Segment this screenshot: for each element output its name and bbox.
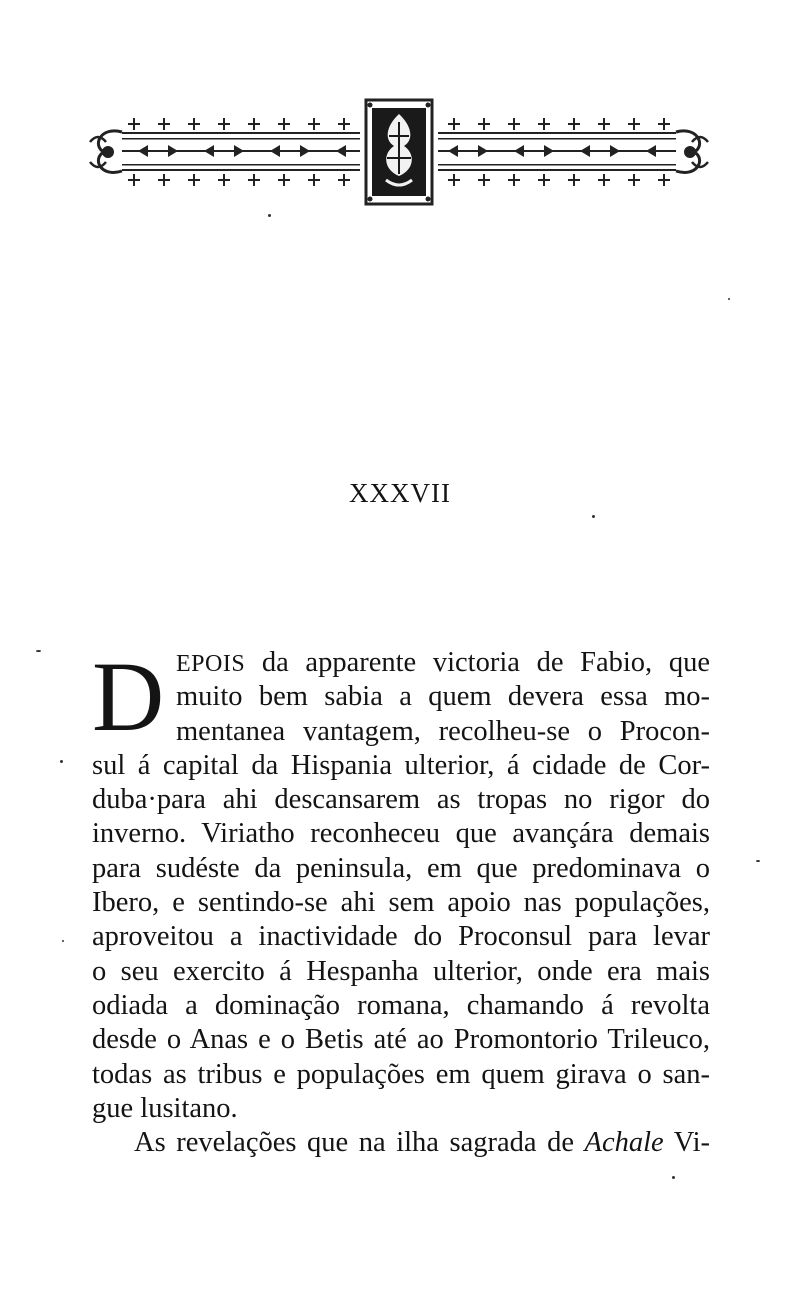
italic-place-name: Achale [584,1127,664,1159]
scan-speck [672,1176,675,1179]
drop-cap-letter: D [92,641,165,752]
text-line-paragraph-start: As revelações que na ilha sagrada de Achale Vi- [134,1127,710,1159]
ornament-left-band [90,118,360,186]
text-line: inverno. Viriatho reconheceu que avançára demais [92,818,710,850]
text-line: Ibero, e sentindo-se ahi sem apoio nas populações, [92,887,710,919]
text-line: duba·para ahi descansarem as tropas no rigor do [92,784,710,816]
text-line: o seu exercito á Hespanha ulterior, onde era mais [92,955,710,987]
text-line: sul á capital da Hispania ulterior, á cidade de Cor- [92,749,710,781]
scan-speck [728,298,730,300]
text-line: aproveitou a inactividade do Proconsul para levar [92,921,710,953]
text-line: odiada a dominação romana, chamando á revolta [92,989,710,1021]
first-word-smallcaps: EPOIS [176,651,246,677]
chapter-heading: XXXVII [349,478,451,508]
text-line: desde o Anas e o Betis até ao Promontorio Trileuco, [92,1024,710,1056]
text-line: muito bem sabia a quem devera essa mo- [176,681,710,713]
header-ornament [86,96,712,208]
scan-speck [592,515,595,518]
scan-speck [60,760,63,763]
scan-speck [756,860,760,862]
scan-speck [268,214,271,217]
text-line: gue lusitano. [92,1092,238,1124]
scan-speck [36,650,41,652]
text-line: para sudéste da peninsula, em que predominava o [92,852,710,884]
text-line: mentanea vantagem, recolheu-se o Procon- [176,715,710,747]
text-line: EPOIS da apparente victoria de Fabio, que [176,647,711,678]
body-text [92,641,711,1160]
ornament-center-emblem [366,100,432,204]
text-line: todas as tribus e populações em quem girava o san- [92,1058,710,1090]
scan-speck [62,940,64,942]
ornament-right-band [438,118,708,186]
